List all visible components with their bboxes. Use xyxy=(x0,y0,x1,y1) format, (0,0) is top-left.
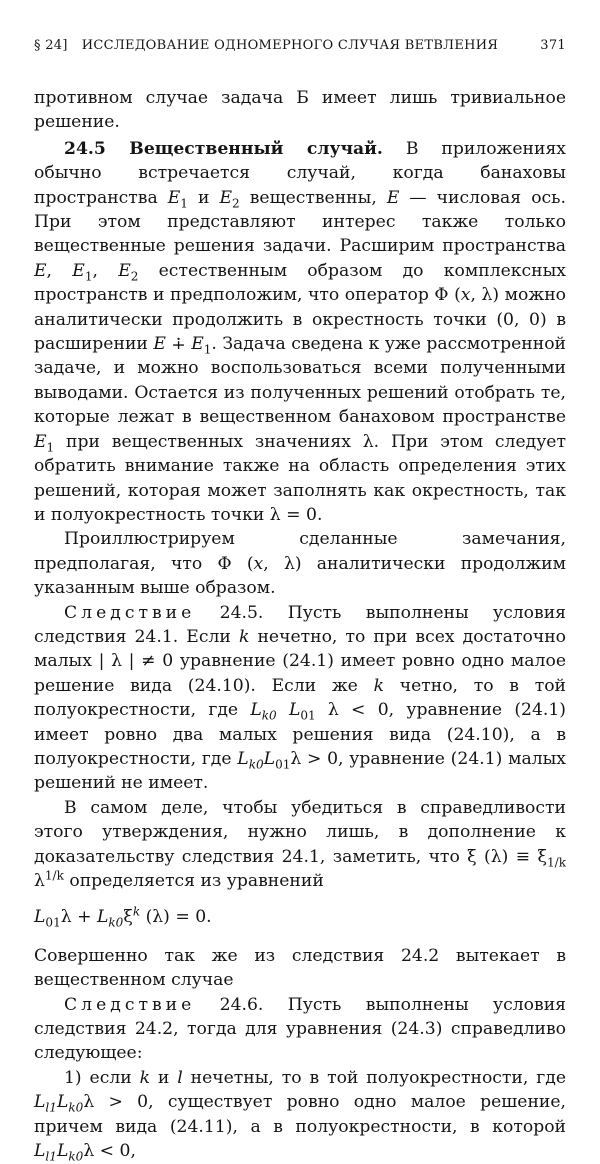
page-body xyxy=(34,86,566,1163)
paragraph-proof: В самом деле, чтобы убедиться в справедливости этого утверждения, нужно лишь, в дополнение к доказательству следствия 24.1, заметить, что ξ $(\lambda) \equiv \xi_{1/k}$ $\lambda^{1/k}$ определяется из уравнений xyxy=(34,797,566,891)
paragraph-similarly: Совершенно так же из следствия 24.2 вытекает в вещественном случае xyxy=(34,945,566,991)
paragraph-real-case: 24.5 Вещественный случай. В приложениях обычно встречается случай, когда банаховы пространства $E_1$ и $E_2$ вещественны, E — числовая ось. При этом представляют интерес также только вещественные решения задачи. Расширим пространства E, $E_1$, $E_2$ естественным образом до комплексных пространств и предположим, что оператор Φ (x, λ) можно аналитически продолжить в окрестность точки (0, 0) в расширении E ∔ $E_1$. Задача сведена к уже рассмотренной задаче, и можно воспользоваться всеми полученными выводами. Остается из полученных решений отобрать те, которые лежат в вещественном банаховом пространстве $E_1$ при вещественных значениях λ. При этом следует обратить внимание также на область определения этих решений, которая может заполнять как окрестность, так и полуокрестность точки λ = 0. xyxy=(34,138,567,525)
section-marker: § 24] xyxy=(34,38,68,53)
page-number: 371 xyxy=(540,38,566,53)
display-formula: $L_{01}\lambda + L_{k0}\xi^k$ (λ) = 0. xyxy=(34,904,212,930)
item-1: 1) если k и l нечетны, то в той полуокрестности, где $L_{l1}L_{k0}\lambda > 0$, существует ровно одно малое решение, причем вида (24.11), а в полуокрестности, в которой $L_{l1}L_{k0}\lambda < 0$, xyxy=(34,1067,566,1164)
running-title: ИССЛЕДОВАНИЕ ОДНОМЕРНОГО СЛУЧАЯ ВЕТВЛЕНИЯ xyxy=(81,38,499,53)
corollary-24-6: Следствие 24.6. Пусть выполнены условия следствия 24.2, тогда для уравнения (24.3) справедливо следующее: xyxy=(34,994,566,1064)
corollary-label: Следствие xyxy=(64,602,196,623)
paragraph-illustration: Проиллюстрируем сделанные замечания, предполагая, что Φ (x, λ) аналитически продолжим указанным выше образом. xyxy=(34,529,566,599)
paragraph-continuation: противном случае задача Б имеет лишь тривиальное решение. xyxy=(34,88,566,133)
corollary-label: Следствие xyxy=(64,994,196,1015)
running-header xyxy=(34,38,566,53)
corollary-24-5: Следствие 24.5. Пусть выполнены условия следствия 24.1. Если k нечетно, то при всех достаточно малых | λ | ≠ 0 уравнение (24.1) имеет ровно одно малое решение вида (24.10). Если же k четно, то в той полуокрестности, где $L_{k0}$ $L_{01}$ λ < 0, уравнение (24.1) имеет ровно два малых решения вида (24.10), а в полуокрестности, где $L_{k0}L_{01}\lambda > 0$, уравнение (24.1) малых решений не имеет. xyxy=(34,602,567,794)
section-heading: 24.5 Вещественный случай. xyxy=(64,138,383,159)
